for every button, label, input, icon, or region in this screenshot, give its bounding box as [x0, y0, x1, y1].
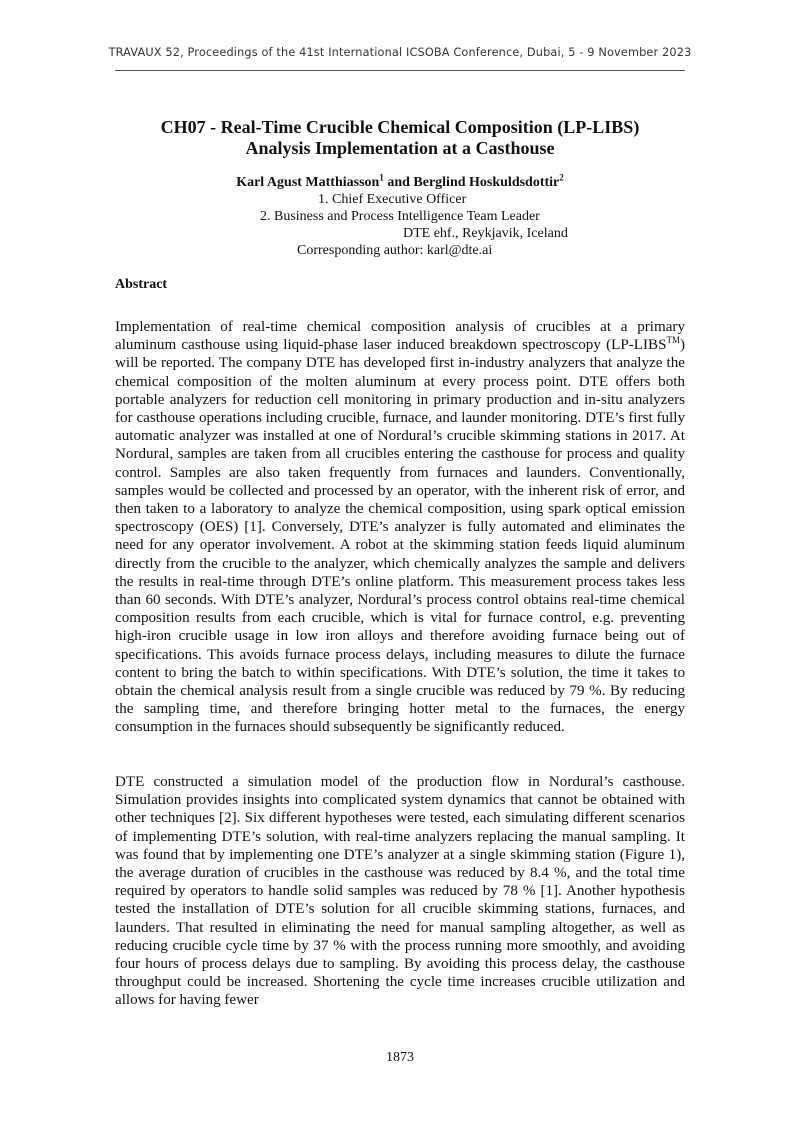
- affiliation-2: 2. Business and Process Intelligence Team Leader: [260, 209, 540, 224]
- title-line-1: CH07 - Real-Time Crucible Chemical Composition (LP-LIBS): [160, 117, 640, 137]
- author-2-affiliation-mark: 2: [559, 172, 564, 183]
- paper-title: [115, 117, 685, 159]
- author-1: Karl Agust Matthiasson: [236, 175, 380, 190]
- trademark-mark: TM: [666, 335, 680, 346]
- page-number: 1873: [386, 1050, 414, 1065]
- corresponding-author: Corresponding author: karl@dte.ai: [297, 243, 493, 258]
- abstract-p1-start: Implementation of real-time chemical composition analysis of crucibles at a primary aluminum casthouse using liquid-phase laser induced breakdown spectroscopy (LP-LIBS: [115, 319, 685, 354]
- abstract-paragraph-1: [115, 318, 685, 737]
- abstract-paragraph-2: DTE constructed a simulation model of the production flow in Nordural’s casthouse. Simulation provides insights into complicated system dynamics that cannot be obtained with other techniques [2]. Six different hypotheses were tested, each simulating different scenarios of implementing DTE’s solution, with real-time analyzers replacing the manual sampling. It was found that by implementing one DTE’s analyzer at a single skimming station (Figure 1), the average duration of crucibles in the casthouse was reduced by 8.4 %, and the total time required by operators to handle solid samples was reduced by 78 % [1]. Another hypothesis tested the installation of DTE’s solution for all crucible skimming stations, furnaces, and launders. That resulted in eliminating the need for manual sampling altogether, as well as reducing crucible cycle time by 37 % with the process running more smoothly, and avoiding four hours of process delays due to sampling. By avoiding this process delay, the casthouse throughput could be increased. Shortening the cycle time increases crucible utilization and allows for having fewer: [115, 774, 685, 1009]
- author-2: Berglind Hoskuldsdottir: [413, 175, 560, 190]
- author-conjunction: and: [383, 175, 414, 190]
- running-header: TRAVAUX 52, Proceedings of the 41st International ICSOBA Conference, Dubai, 5 - 9 November 2023: [108, 46, 692, 59]
- abstract-p1-rest: ) will be reported. The company DTE has developed first in-industry analyzers that analyze the chemical composition of the molten aluminum at every process point. DTE offers both portable analyzers for reduction cell monitoring in primary production and in-situ analyzers for casthouse operations including crucible, furnace, and launder monitoring. DTE’s first fully automatic analyzer was installed at one of Nordural’s crucible skimming stations in 2017. At Nordural, samples are taken from all crucibles entering the casthouse for process and quality control. Samples are also taken frequently from furnaces and launders. Conventionally, samples would be collected and processed by an operator, with the inherent risk of error, and then taken to a laboratory to analyze the chemical composition, using spark optical emission spectroscopy (OES) [1]. Conversely, DTE’s analyzer is fully automated and eliminates the need for any operator involvement. A robot at the skimming station feeds liquid aluminum directly from the crucible to the analyzer, which chemically analyzes the sample and delivers the results in real-time through DTE’s online platform. This measurement process takes less than 60 seconds. With DTE’s analyzer, Nordural’s process control obtains real-time chemical composition results from each crucible, which is vital for furnace control, e.g. preventing high-iron crucible usage in low iron alloys and therefore avoiding furnace being out of specifications. This avoids furnace process delays, including measures to dilute the furnace content to bring the batch to within specifications. With DTE’s solution, the time it takes to obtain the chemical analysis result from a single crucible was reduced by 79 %. By reducing the sampling time, and therefore bringing hotter metal to the furnaces, the energy consumption in the furnaces should subsequently be significantly reduced.: [115, 337, 685, 736]
- title-line-2: Analysis Implementation at a Casthouse: [245, 138, 555, 158]
- abstract-heading: Abstract: [115, 277, 168, 292]
- affiliation-1: 1. Chief Executive Officer: [318, 192, 467, 207]
- header-divider: [115, 70, 685, 71]
- author-list: [0, 172, 800, 191]
- organization: DTE ehf., Reykjavik, Iceland: [403, 226, 568, 241]
- author-1-affiliation-mark: 1: [379, 172, 384, 183]
